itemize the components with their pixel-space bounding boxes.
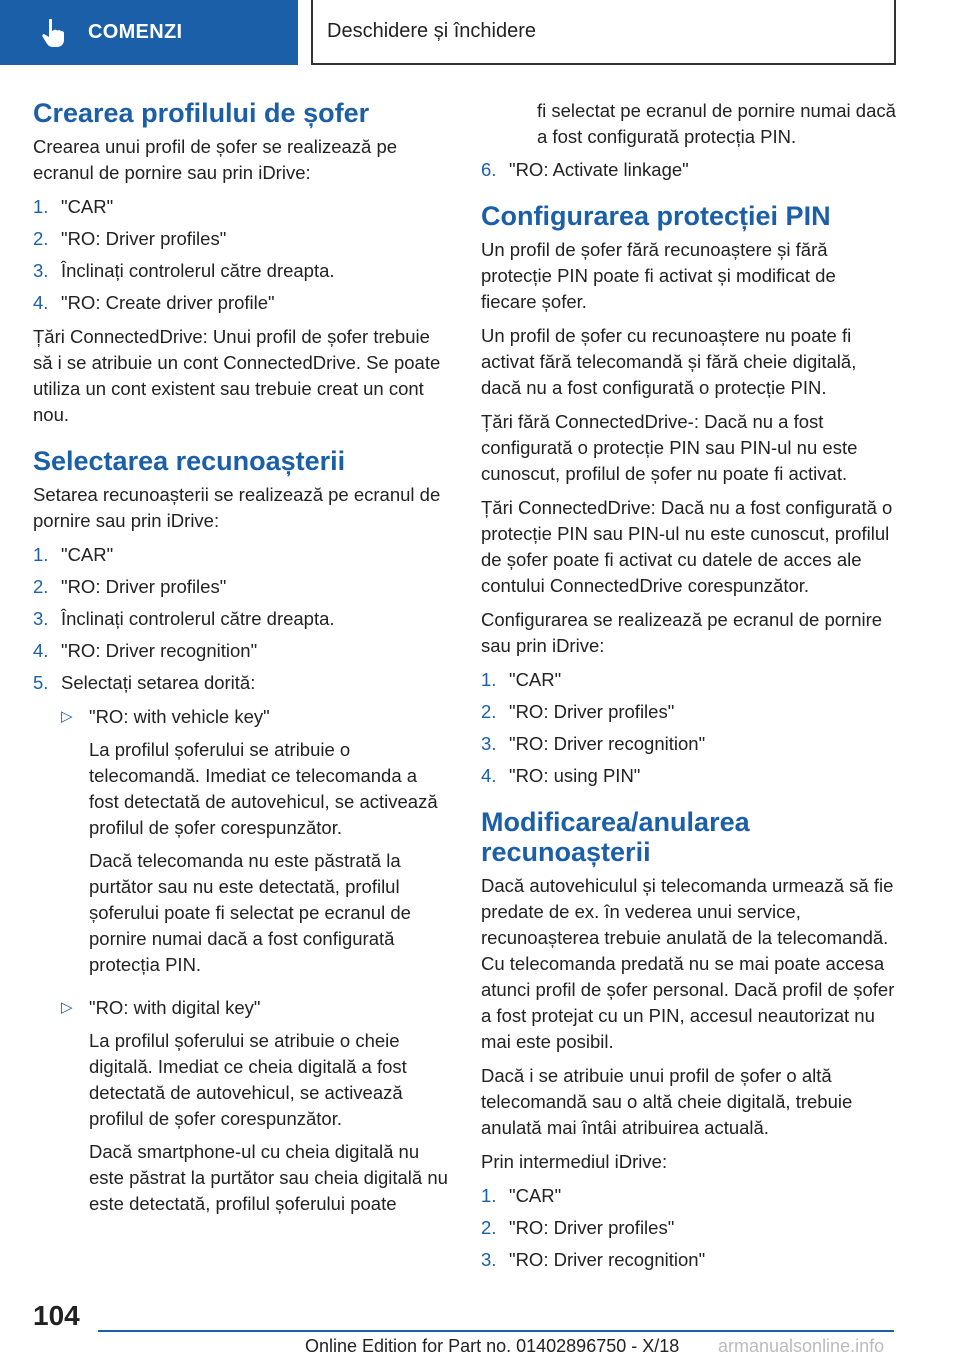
steps-list [481,1183,896,1273]
step-number: 3. [33,608,49,629]
list-item [33,290,448,316]
option-vehicle-key [33,704,448,985]
step-text: "CAR" [61,196,114,217]
step-number: 2. [33,576,49,597]
step-text: "RO: Driver profiles" [509,701,675,722]
step-text: Înclinați controlerul către dreapta. [61,260,335,281]
heading-create-profile: Crearea profilului de șofer [33,98,370,128]
step-text: "RO: Activate linkage" [509,159,689,180]
list-item [481,667,896,693]
hand-pointer-icon [40,18,66,48]
steps-list [481,157,896,183]
option-title: "RO: with digital key" [89,997,261,1018]
step-text: Înclinați controlerul către dreapta. [61,608,335,629]
steps-list [481,667,896,789]
footer-divider [98,1330,894,1332]
step-number: 4. [481,765,497,786]
paragraph: Dacă autovehiculul și telecomanda urmează să fie predate de ex. în vederea unui service, recunoașterea trebuie anulată de la telecomandă. Cu telecomanda predată nu se mai poate accesa atunci profil de șofer personal. Dacă profil de șofer a fost protejat cu un PIN, accesul neautorizat nu mai este posibil. [481,875,895,1052]
continued-text [481,98,896,150]
step-number: 1. [481,1185,497,1206]
paragraph: Dacă i se atribuie unui profil de șofer o altă telecomandă sau o altă cheie digitală, trebuie anulată mai întâi atribuirea actuală. [481,1065,853,1138]
heading-select-recognition: Selectarea recunoașterii [33,446,346,476]
step-text: "RO: Create driver profile" [61,292,275,313]
heading-pin-protection: Configurarea protecției PIN [481,201,831,231]
paragraph: Crearea unui profil de șofer se realizează pe ecranul de pornire sau prin iDrive: [33,136,398,183]
paragraph: Setarea recunoașterii se realizează pe ecranul de pornire sau prin iDrive: [33,484,441,531]
steps-list [33,194,448,316]
step-text: "RO: Driver profiles" [61,228,227,249]
step-text: "RO: using PIN" [509,765,641,786]
paragraph: Țări ConnectedDrive: Dacă nu a fost configurată o protecție PIN sau PIN-ul nu este cunoscut, profilul de șofer poate fi activat cu datele de acces ale contului ConnectedDrive corespunzător. [481,497,893,596]
step-number: 2. [481,1217,497,1238]
triangle-bullet-icon: ▷ [61,999,73,1016]
section-title: Deschidere și închidere [311,0,896,65]
paragraph: La profilul șoferului se atribuie o cheie digitală. Imediat ce cheia digitală a fost detectată de autovehicul, se activează profilul de șofer corespunzător. [89,1030,407,1129]
step-text: "RO: Driver recognition" [509,733,706,754]
list-item [33,226,448,252]
list-item [481,731,896,757]
paragraph: Un profil de șofer cu recunoaștere nu poate fi activat fără telecomandă și fără cheie digitală, dacă nu a fost configurată o protecție PIN. [481,325,857,398]
list-item [33,638,448,664]
paragraph: Țări fără ConnectedDrive-: Dacă nu a fost configurată o protecție PIN sau PIN-ul nu este cunoscut, profilul de șofer nu poate fi activat. [481,411,858,484]
step-number: 1. [33,544,49,565]
steps-list [33,542,448,696]
list-item [33,606,448,632]
step-number: 3. [481,733,497,754]
option-digital-key [33,995,448,1224]
left-column [33,98,448,1228]
right-column [481,98,896,1281]
step-number: 3. [481,1249,497,1270]
step-text: "CAR" [61,544,114,565]
paragraph: Un profil de șofer fără recunoaștere și fără protecție PIN poate fi activat și modificat de fiecare șofer. [481,239,836,312]
paragraph: La profilul șoferului se atribuie o telecomandă. Imediat ce telecomanda a fost detectată de autovehicul, se activează profilul de șofer corespunzător. [89,739,438,838]
list-item [481,1247,896,1273]
step-text: "RO: Driver recognition" [509,1249,706,1270]
list-item [481,157,896,183]
step-text: "CAR" [509,1185,562,1206]
chapter-tab[interactable] [0,0,298,65]
step-number: 1. [33,196,49,217]
list-item [33,194,448,220]
step-text: "RO: Driver profiles" [509,1217,675,1238]
page-number: 104 [33,1300,80,1331]
step-number: 6. [481,159,497,180]
watermark: armanualsonline.info [718,1336,885,1356]
list-item [481,699,896,725]
paragraph: Prin intermediul iDrive: [481,1151,668,1172]
paragraph: Dacă smartphone-ul cu cheia digitală nu este păstrat la purtător sau cheia digitală nu este detectată, profilul șoferului poate [89,1141,448,1214]
list-item [33,670,448,696]
option-title: "RO: with vehicle key" [89,706,270,727]
list-item [33,542,448,568]
step-number: 4. [33,292,49,313]
heading-modify-recognition: Modificarea/anularea recunoașterii [481,807,750,867]
step-number: 4. [33,640,49,661]
step-text: Selectați setarea dorită: [61,672,256,693]
list-item [33,574,448,600]
step-number: 2. [33,228,49,249]
step-number: 3. [33,260,49,281]
paragraph: fi selectat pe ecranul de pornire numai dacă a fost configurată protecția PIN. [537,100,896,147]
step-text: "CAR" [509,669,562,690]
list-item [481,763,896,789]
paragraph: Configurarea se realizează pe ecranul de pornire sau prin iDrive: [481,609,883,656]
paragraph: Țări ConnectedDrive: Unui profil de șofer trebuie să i se atribuie un cont ConnectedDrive. Se poate utiliza un cont existent sau trebuie creat un cont nou. [33,326,441,425]
list-item [481,1215,896,1241]
paragraph: Dacă telecomanda nu este păstrată la purtător sau nu este detectată, profilul șoferului poate fi selectat pe ecranul de pornire numai dacă a fost configurată protecția PIN. [89,850,411,975]
triangle-bullet-icon: ▷ [61,708,73,725]
list-item [33,258,448,284]
step-text: "RO: Driver profiles" [61,576,227,597]
list-item [481,1183,896,1209]
step-text: "RO: Driver recognition" [61,640,258,661]
step-number: 2. [481,701,497,722]
edition-text: Online Edition for Part no. 01402896750 - X/18 [305,1336,680,1356]
step-number: 1. [481,669,497,690]
chapter-label: COMENZI [88,21,183,43]
step-number: 5. [33,672,49,693]
